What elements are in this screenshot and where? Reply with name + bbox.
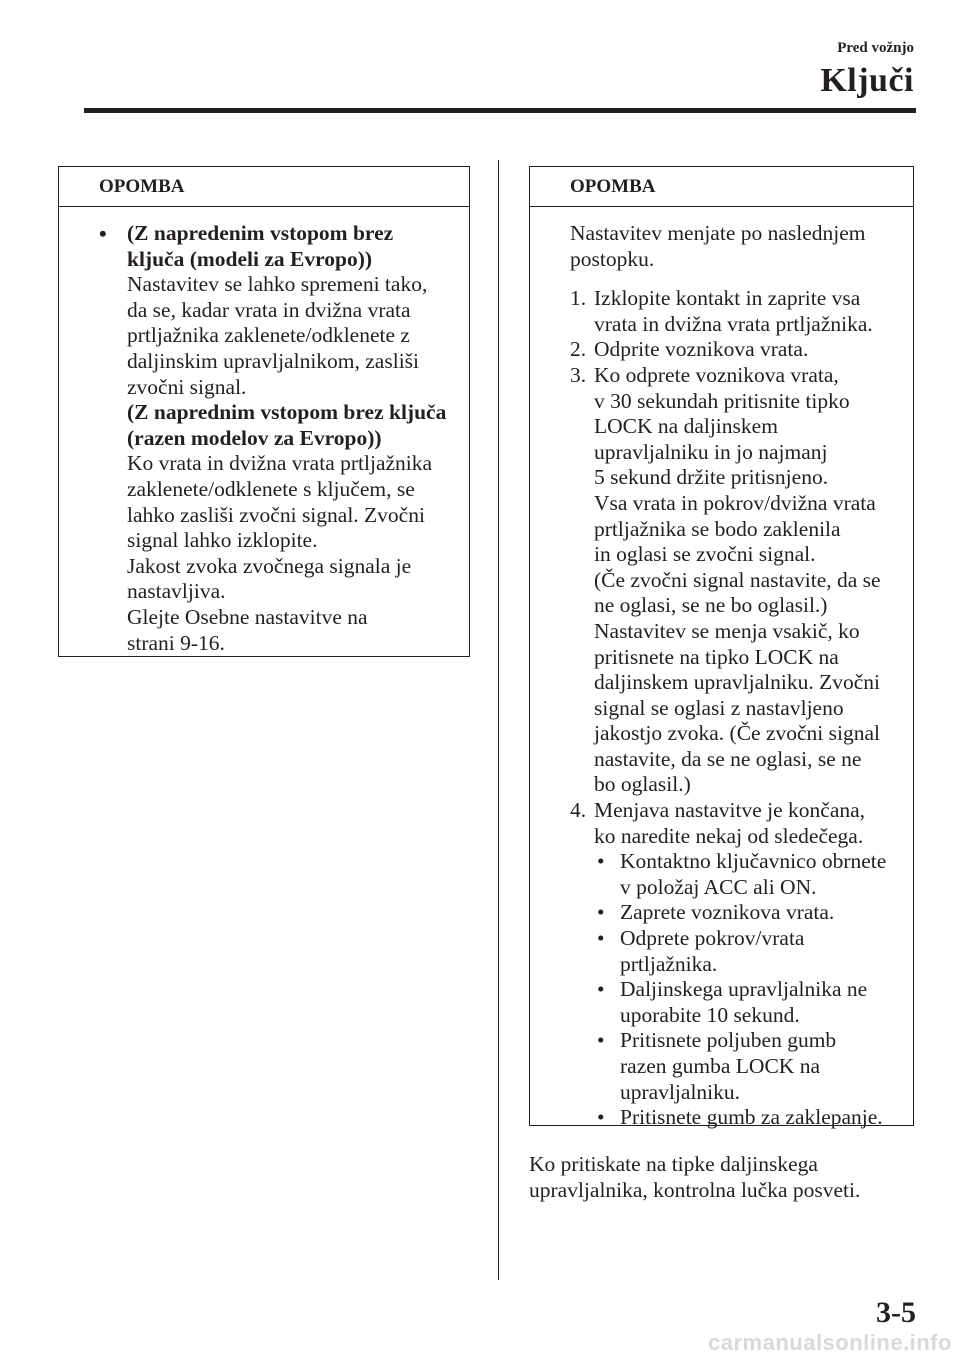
step-item [570, 798, 913, 1131]
text-line: Nastavitev se lahko spremeni tako, [127, 272, 428, 297]
text-line: (Če zvočni signal nastavite, da se [594, 567, 881, 592]
bullet-icon: • [597, 849, 605, 874]
text-line: Pritisnete gumb za zaklepanje. [620, 1105, 883, 1130]
text-line: upravljalnika, kontrolna lučka posveti. [529, 1177, 861, 1202]
text-line: Menjava nastavitve je končana, [594, 798, 866, 823]
sub-bullet-item [594, 926, 913, 977]
bullet-icon: • [597, 1028, 605, 1053]
text-line: (razen modelov za Evropo)) [127, 425, 382, 450]
text-line: Glejte Osebne nastavitve na [127, 604, 368, 629]
step-item [570, 286, 913, 337]
text-line: Ko odprete voznikova vrata, [594, 362, 839, 387]
step-item [570, 337, 913, 363]
text-line: Izklopite kontakt in zaprite vsa [594, 286, 861, 311]
text-line: da se, kadar vrata in dvižna vrata [127, 297, 411, 322]
text-line: signal lahko izklopite. [127, 528, 318, 553]
note-heading-right: OPOMBA [530, 167, 913, 207]
step-item [570, 363, 913, 798]
text-line: bo oglasil.) [594, 772, 691, 797]
step-number: 4. [570, 798, 587, 823]
text-line: 5 sekund držite pritisnjeno. [594, 465, 829, 490]
header-rule [84, 108, 916, 113]
sub-bullet-item [594, 849, 913, 900]
text-line: v 30 sekundah pritisnite tipko [594, 388, 850, 413]
text-line: signal se oglasi z nastavljeno [594, 695, 844, 720]
note-left-text [127, 221, 469, 656]
page-title: Ključi [820, 62, 914, 99]
body-paragraph [529, 1152, 860, 1203]
text-line: strani 9-16. [127, 630, 225, 655]
bullet-icon: • [597, 900, 605, 925]
text-line: pritisnete na tipko LOCK na [594, 644, 839, 669]
text-line: Daljinskega upravljalnika ne [620, 977, 868, 1002]
bullet-icon: • [99, 221, 107, 246]
text-line: ključa (modeli za Evropo)) [127, 246, 373, 271]
text-line: uporabite 10 sekund. [620, 1002, 800, 1027]
text-line: (Z naprednim vstopom brez ključa [127, 400, 447, 425]
text-line: ko naredite nekaj od sledečega. [594, 823, 864, 848]
page-number: 3-5 [876, 1296, 916, 1329]
text-line: nastavite, da se ne oglasi, se ne [594, 746, 862, 771]
text-line: prtljažnika se bodo zaklenila [594, 516, 841, 541]
text-line: Ko vrata in dvižna vrata prtljažnika [127, 451, 433, 476]
step-number: 2. [570, 337, 587, 362]
text-line: vrata in dvižna vrata prtljažnika. [594, 311, 873, 336]
bullet-icon: • [597, 926, 605, 951]
text-line: Odprite voznikova vrata. [594, 337, 809, 362]
text-line: ne oglasi, se ne bo oglasil.) [594, 593, 828, 618]
text-line: Zaprete voznikova vrata. [620, 900, 835, 925]
text-line: Vsa vrata in pokrov/dvižna vrata [594, 490, 876, 515]
text-line: zaklenete/odklenete s ključem, se [127, 476, 415, 501]
bullet-icon: • [597, 977, 605, 1002]
text-line: daljinskem upravljalniku. Zvočni [594, 670, 881, 695]
text-line: zvočni signal. [127, 374, 247, 399]
text-line: upravljalniku in jo najmanj [594, 439, 828, 464]
text-line: Kontaktno ključavnico obrnete [620, 849, 887, 874]
text-line: jakostjo zvoka. (Če zvočni signal [594, 721, 880, 746]
note-heading-left: OPOMBA [59, 167, 469, 207]
text-line: prtljažnika zaklenete/odklenete z [127, 323, 410, 348]
note-box-left [58, 166, 470, 657]
note-box-right [529, 166, 914, 1130]
sub-bullet-item [594, 900, 913, 926]
text-line: upravljalniku. [620, 1079, 741, 1104]
text-line: nastavljiva. [127, 579, 226, 604]
text-line: razen gumba LOCK na [620, 1054, 820, 1078]
text-line: daljinskim upravljalnikom, zasliši [127, 348, 420, 373]
step-number: 3. [570, 362, 587, 387]
text-line: Pritisnete poljuben gumb [620, 1028, 837, 1053]
sub-bullet-item [594, 1028, 913, 1105]
text-line: LOCK na daljinskem [594, 414, 778, 439]
column-divider [498, 160, 499, 1280]
step-number: 1. [570, 286, 587, 311]
text-line: v položaj ACC ali ON. [620, 874, 817, 899]
steps-list [570, 286, 913, 1131]
sub-bullet-item [594, 977, 913, 1028]
section-label: Pred vožnjo [837, 40, 914, 56]
text-line: lahko zasliši zvočni signal. Zvočni [127, 502, 425, 527]
text-line: Ko pritiskate na tipke daljinskega [529, 1152, 818, 1176]
text-line: in oglasi se zvočni signal. [594, 542, 816, 567]
bullet-icon: • [597, 1105, 605, 1130]
text-line: Nastavitev se menja vsakič, ko [594, 618, 860, 643]
text-line: (Z napredenim vstopom brez [127, 221, 394, 245]
sub-bullet-item [594, 1105, 913, 1131]
text-line: Jakost zvoka zvočnega signala je [127, 553, 412, 578]
text-line: Odprete pokrov/vrata [620, 926, 805, 951]
text-line: prtljažnika. [620, 951, 718, 976]
watermark: carmanualsonline.info [708, 1330, 952, 1355]
text-line: Nastavitev menjate po naslednjem [570, 221, 866, 245]
text-line: postopku. [570, 246, 655, 271]
note-intro [570, 221, 913, 272]
